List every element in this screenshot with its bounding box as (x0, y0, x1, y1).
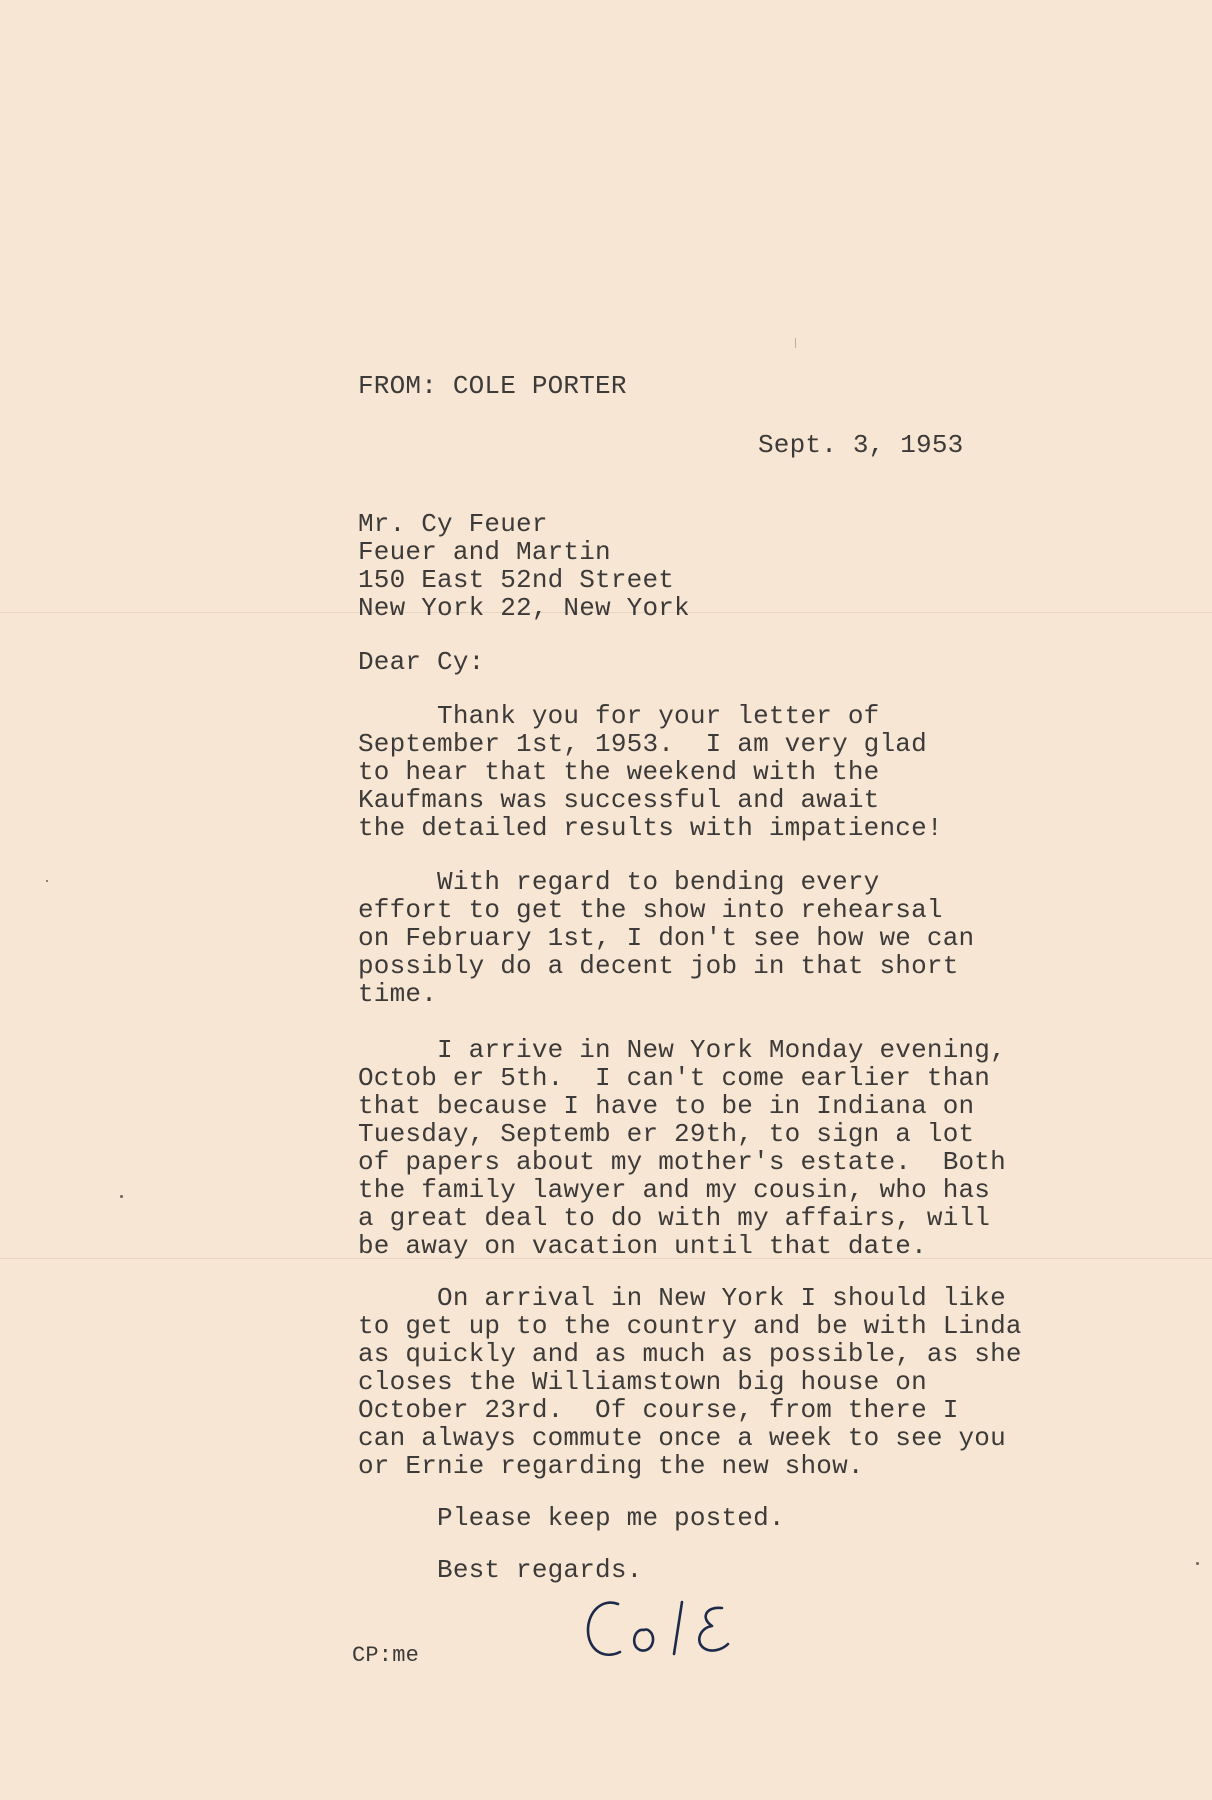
body-line: on February 1st, I don't see how we can (358, 923, 975, 953)
body-line: With regard to bending every (358, 867, 880, 897)
body-line: I arrive in New York Monday evening, (358, 1035, 1006, 1065)
body-line: as quickly and as much as possible, as she (358, 1339, 1022, 1369)
body-line: time. (358, 979, 438, 1009)
body-line: Tuesday, Septemb er 29th, to sign a lot (358, 1119, 975, 1149)
signature-stroke (699, 1608, 728, 1651)
paper-speck (120, 1195, 123, 1198)
closing-note: Please keep me posted. (358, 1503, 785, 1533)
salutation: Dear Cy: (358, 647, 485, 677)
body-line: closes the Williamstown big house on (358, 1367, 927, 1397)
body-line: to hear that the weekend with the (358, 757, 880, 787)
body-line: September 1st, 1953. I am very glad (358, 729, 927, 759)
body-line: to get up to the country and be with Linda (358, 1311, 1022, 1341)
paper-speck (46, 880, 48, 882)
body-line: Thank you for your letter of (358, 701, 880, 731)
recipient-line: Mr. Cy Feuer (358, 509, 548, 539)
signature-stroke (588, 1603, 620, 1655)
body-line: or Ernie regarding the new show. (358, 1451, 864, 1481)
body-line: On arrival in New York I should like (358, 1283, 1006, 1313)
body-line: Octob er 5th. I can't come earlier than (358, 1063, 991, 1093)
sign-off: Best regards. (358, 1555, 643, 1585)
recipient-line: 150 East 52nd Street (358, 565, 675, 595)
body-line: possibly do a decent job in that short (358, 951, 959, 981)
paper-speck (1196, 1562, 1199, 1565)
body-line: Kaufmans was successful and await (358, 785, 880, 815)
signature-stroke (634, 1630, 653, 1651)
signature-stroke (674, 1602, 682, 1654)
paper-mark (795, 338, 796, 348)
body-line: can always commute once a week to see you (358, 1423, 1006, 1453)
body-line: the detailed results with impatience! (358, 813, 943, 843)
from-line: FROM: COLE PORTER (358, 371, 627, 401)
body-line: a great deal to do with my affairs, will (358, 1203, 991, 1233)
letter-date: Sept. 3, 1953 (758, 430, 964, 460)
body-line: of papers about my mother's estate. Both (358, 1147, 1006, 1177)
typist-initials: CP:me (352, 1643, 420, 1668)
body-line: that because I have to be in Indiana on (358, 1091, 975, 1121)
body-line: the family lawyer and my cousin, who has (358, 1175, 991, 1205)
body-line: be away on vacation until that date. (358, 1231, 927, 1261)
body-line: October 23rd. Of course, from there I (358, 1395, 959, 1425)
recipient-line: Feuer and Martin (358, 537, 611, 567)
body-line: effort to get the show into rehearsal (358, 895, 943, 925)
recipient-line: New York 22, New York (358, 593, 690, 623)
signature-cole (582, 1590, 752, 1670)
